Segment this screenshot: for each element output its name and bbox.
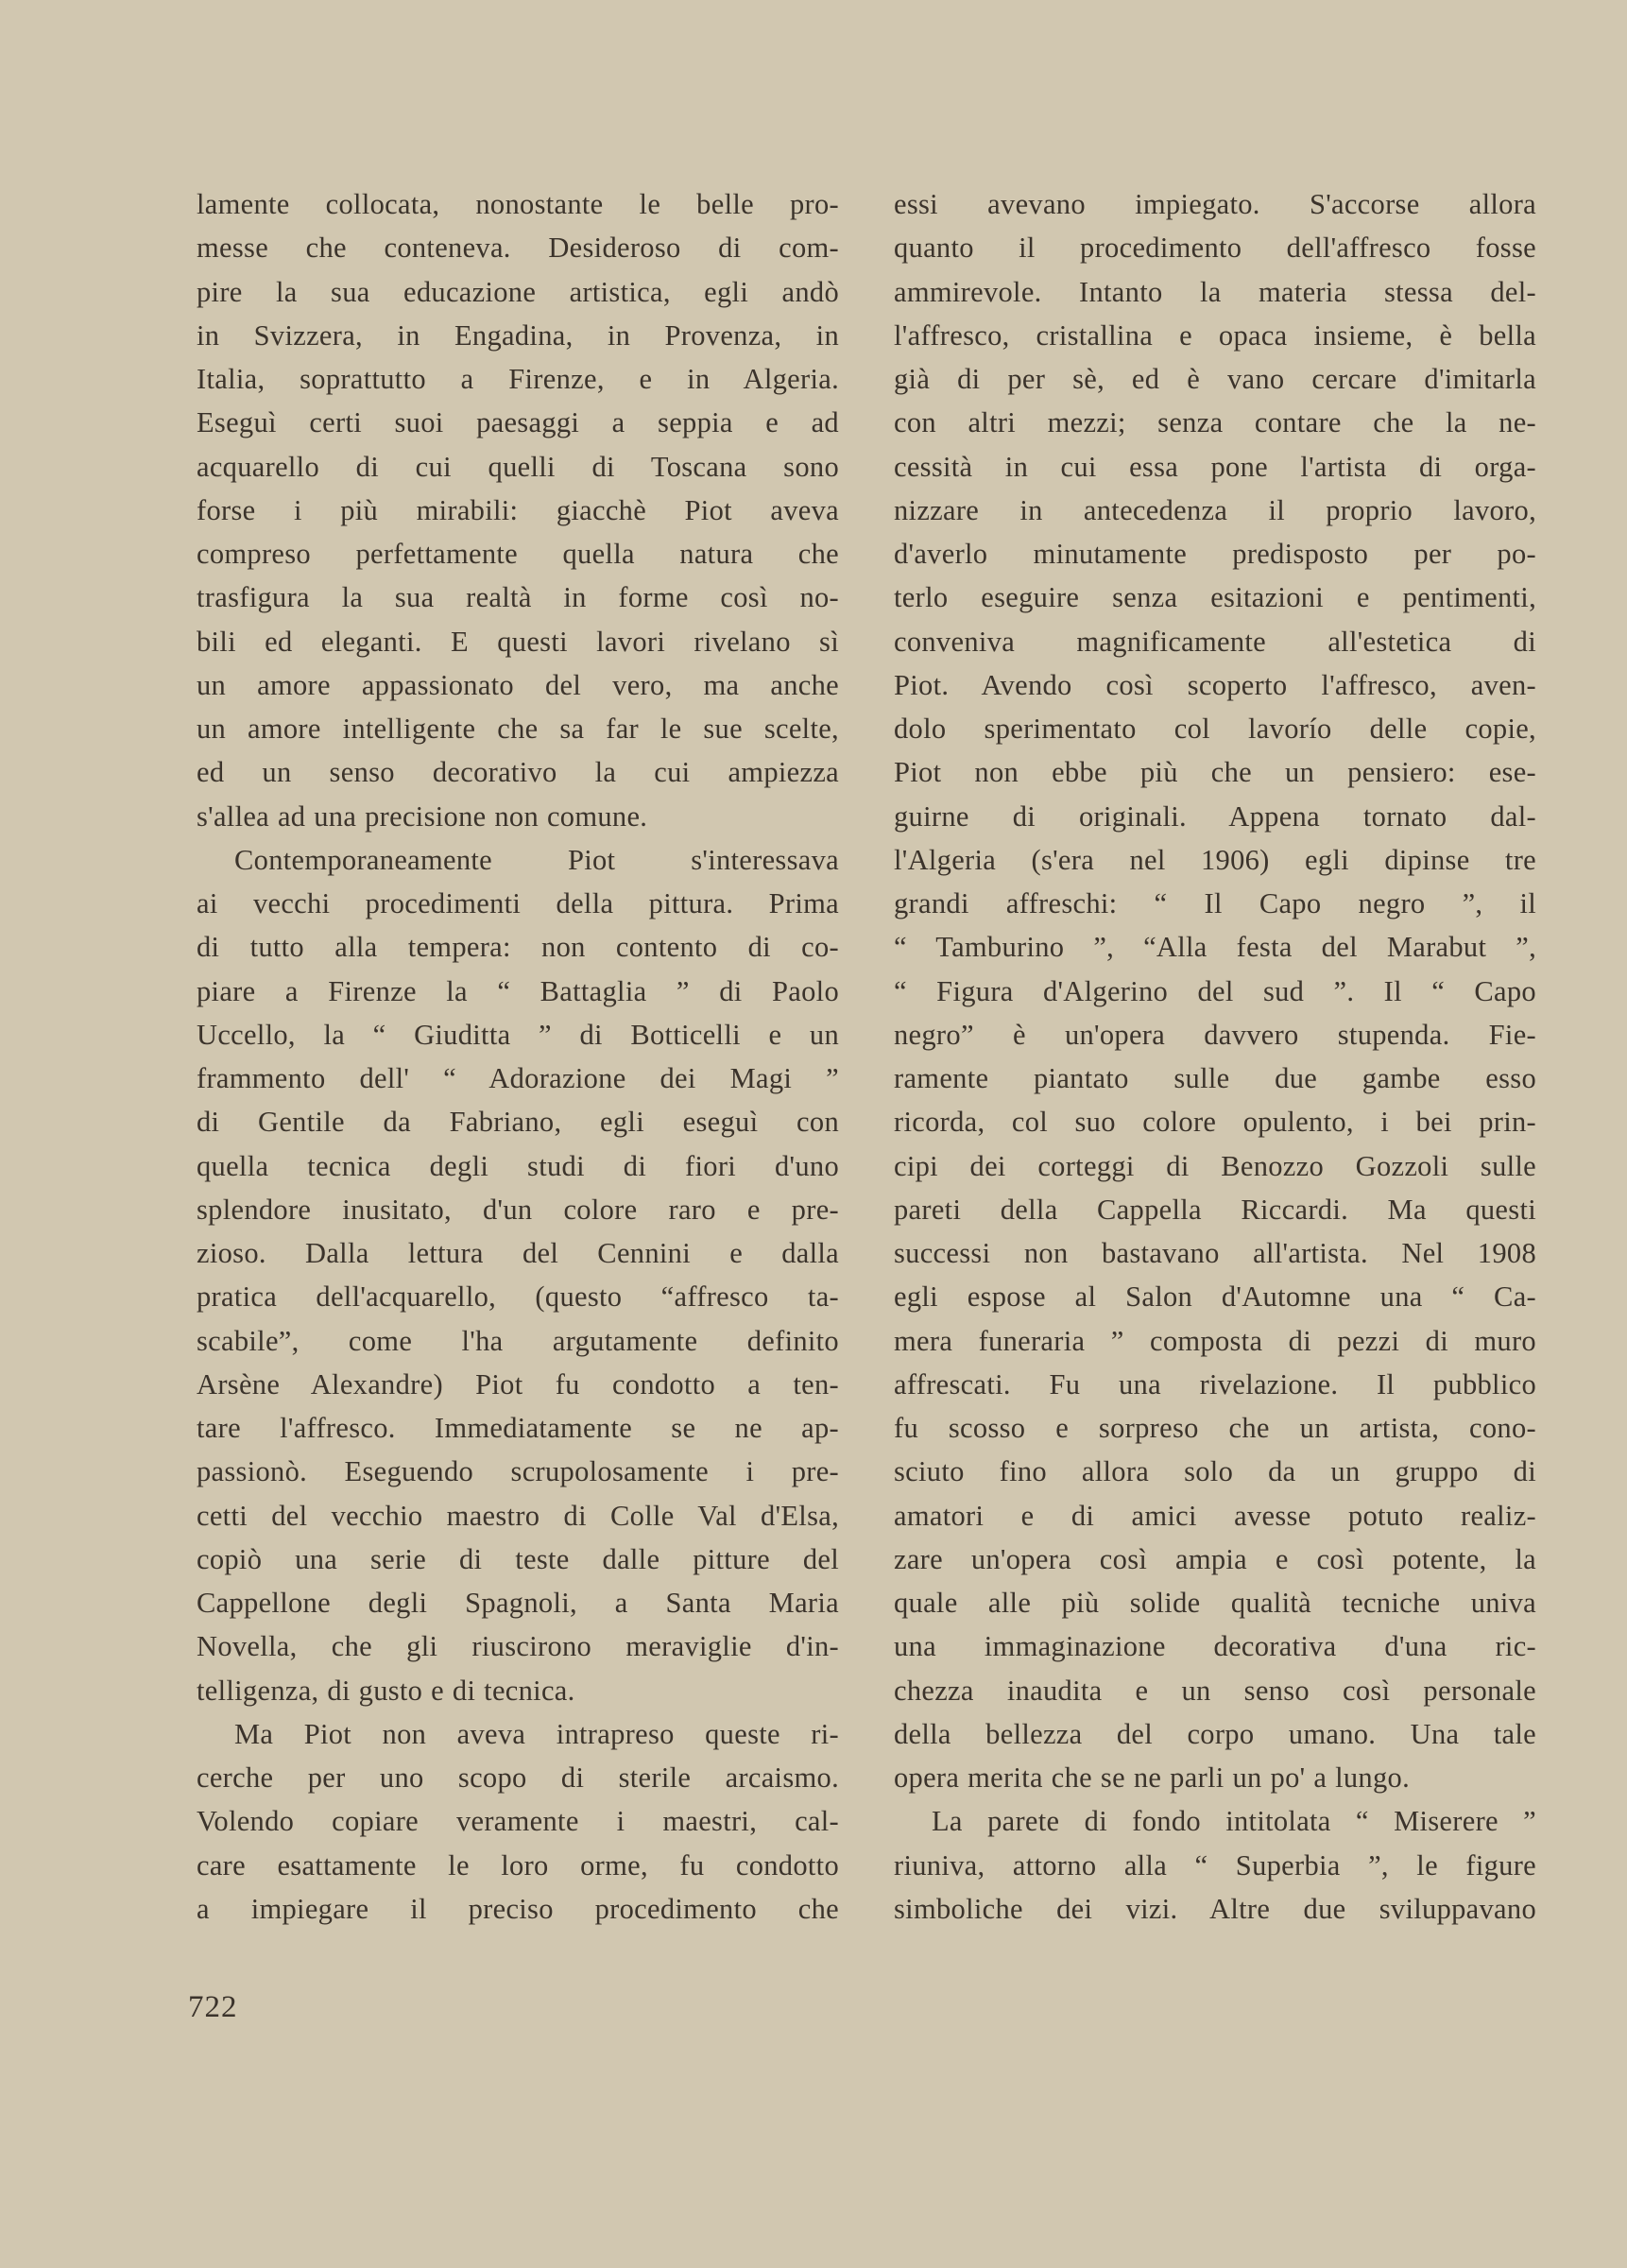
text-line: essi avevano impiegato. S'accorse allora: [894, 188, 1536, 220]
text-line: d'averlo minutamente predisposto per po-: [894, 538, 1536, 570]
text-line: cetti del vecchio maestro di Colle Val d'Elsa,: [197, 1499, 839, 1532]
text-line: già di per sè, ed è vano cercare d'imitarla: [894, 363, 1536, 395]
text-line: ammirevole. Intanto la materia stessa del-: [894, 275, 1536, 308]
text-line: zare un'opera così ampia e così potente, la: [894, 1542, 1536, 1575]
text-line: care esattamente le loro orme, fu condotto: [197, 1848, 839, 1881]
text-line: La parete di fondo intitolata “ Miserere ”: [932, 1805, 1536, 1838]
text-line: Volendo copiare veramente i maestri, cal-: [197, 1805, 839, 1838]
text-line: mera funeraria ” composta di pezzi di muro: [894, 1324, 1536, 1357]
text-line: quella tecnica degli studi di fiori d'uno: [197, 1149, 839, 1182]
text-line: grandi affreschi: “ Il Capo negro ”, il: [894, 887, 1536, 919]
text-line: Uccello, la “ Giuditta ” di Botticelli e un: [197, 1018, 839, 1051]
text-line: una immaginazione decorativa d'una ric-: [894, 1630, 1536, 1663]
text-line: Piot. Avendo così scoperto l'affresco, aven-: [894, 668, 1536, 701]
text-line: terlo eseguire senza esitazioni e pentimenti,: [894, 581, 1536, 614]
text-line: scabile”, come l'ha argutamente definito: [197, 1324, 839, 1357]
text-line: acquarello di cui quelli di Toscana sono: [197, 450, 839, 483]
text-line: nizzare in antecedenza il proprio lavoro,: [894, 493, 1536, 526]
text-line: pratica dell'acquarello, (questo “affresco ta-: [197, 1280, 839, 1314]
text-line: guirne di originali. Appena tornato dal-: [894, 799, 1536, 833]
text-line: compreso perfettamente quella natura che: [197, 538, 839, 570]
text-line: affrescati. Fu una rivelazione. Il pubblico: [894, 1367, 1536, 1400]
text-line: Piot non ebbe più che un pensiero: ese-: [894, 756, 1536, 789]
text-line: messe che conteneva. Desideroso di com-: [197, 232, 839, 265]
text-line: ai vecchi procedimenti della pittura. Prima: [197, 887, 839, 919]
text-line: l'affresco, cristallina e opaca insieme, è bella: [894, 318, 1536, 352]
text-line: frammento dell' “ Adorazione dei Magi ”: [197, 1062, 839, 1094]
text-line: forse i più mirabili: giacchè Piot aveva: [197, 493, 839, 526]
text-line: bili ed eleganti. E questi lavori rivelano sì: [197, 625, 839, 658]
text-line: Arsène Alexandre) Piot fu condotto a ten-: [197, 1367, 839, 1400]
text-line: trasfigura la sua realtà in forme così no-: [197, 581, 839, 614]
text-line: ramente piantato sulle due gambe esso: [894, 1062, 1536, 1094]
text-line: piare a Firenze la “ Battaglia ” di Paolo: [197, 974, 839, 1007]
page-number: 722: [188, 1990, 238, 2024]
text-line: di tutto alla tempera: non contento di co-: [197, 931, 839, 964]
text-line: tare l'affresco. Immediatamente se ne ap-: [197, 1412, 839, 1444]
text-line: sciuto fino allora solo da un gruppo di: [894, 1455, 1536, 1488]
text-line: cerche per uno scopo di sterile arcaismo.: [197, 1761, 839, 1794]
text-line: un amore appassionato del vero, ma anche: [197, 668, 839, 701]
text-line: simboliche dei vizi. Altre due sviluppavano: [894, 1892, 1536, 1925]
text-line: cipi dei corteggi di Benozzo Gozzoli sulle: [894, 1149, 1536, 1182]
text-line: fu scosso e sorpreso che un artista, cono-: [894, 1412, 1536, 1444]
text-line: pire la sua educazione artistica, egli andò: [197, 275, 839, 308]
text-line: chezza inaudita e un senso così personale: [894, 1674, 1536, 1707]
text-line: “ Figura d'Algerino del sud ”. Il “ Capo: [894, 974, 1536, 1007]
text-line: amatori e di amici avesse potuto realiz-: [894, 1499, 1536, 1532]
text-line: ricorda, col suo colore opulento, i bei prin-: [894, 1106, 1536, 1139]
text-line: splendore inusitato, d'un colore raro e pre-: [197, 1193, 839, 1226]
text-line: “ Tamburino ”, “Alla festa del Marabut ”,: [894, 931, 1536, 964]
text-line: Cappellone degli Spagnoli, a Santa Maria: [197, 1587, 839, 1619]
text-line: Contemporaneamente Piot s'interessava: [234, 843, 839, 876]
text-line: della bellezza del corpo umano. Una tale: [894, 1717, 1536, 1750]
text-line: l'Algeria (s'era nel 1906) egli dipinse tre: [894, 843, 1536, 876]
text-line: con altri mezzi; senza contare che la ne-: [894, 406, 1536, 439]
text-line: egli espose al Salon d'Automne una “ Ca-: [894, 1280, 1536, 1314]
text-line: cessità in cui essa pone l'artista di orga-: [894, 450, 1536, 483]
text-line: un amore intelligente che sa far le sue scelte,: [197, 713, 839, 745]
text-line: successi non bastavano all'artista. Nel 1908: [894, 1237, 1536, 1269]
text-line: Eseguì certi suoi paesaggi a seppia e ad: [197, 406, 839, 439]
text-line: dolo sperimentato col lavorío delle copie,: [894, 713, 1536, 745]
text-line: passionò. Eseguendo scrupolosamente i pre-: [197, 1455, 839, 1488]
text-line: riuniva, attorno alla “ Superbia ”, le figure: [894, 1848, 1536, 1881]
text-line: quanto il procedimento dell'affresco fosse: [894, 232, 1536, 265]
text-line: lamente collocata, nonostante le belle pro-: [197, 188, 839, 220]
text-line: conveniva magnificamente all'estetica di: [894, 625, 1536, 658]
text-line: ed un senso decorativo la cui ampiezza: [197, 756, 839, 789]
text-line: copiò una serie di teste dalle pitture del: [197, 1542, 839, 1575]
text-line: Italia, soprattutto a Firenze, e in Algeria.: [197, 363, 839, 395]
text-line: Novella, che gli riuscirono meraviglie d'in-: [197, 1630, 839, 1663]
text-line: di Gentile da Fabriano, egli eseguì con: [197, 1106, 839, 1139]
left-text-column: [197, 182, 839, 1931]
text-line: quale alle più solide qualità tecniche univa: [894, 1587, 1536, 1619]
text-line: s'allea ad una precisione non comune.: [197, 799, 648, 833]
text-line: zioso. Dalla lettura del Cennini e dalla: [197, 1237, 839, 1269]
text-line: in Svizzera, in Engadina, in Provenza, in: [197, 318, 839, 352]
text-line: telligenza, di gusto e di tecnica.: [197, 1674, 575, 1707]
text-line: pareti della Cappella Riccardi. Ma questi: [894, 1193, 1536, 1226]
text-line: opera merita che se ne parli un po' a lungo.: [894, 1761, 1411, 1794]
text-line: a impiegare il preciso procedimento che: [197, 1892, 839, 1925]
text-line: negro” è un'opera davvero stupenda. Fie-: [894, 1018, 1536, 1051]
text-line: Ma Piot non aveva intrapreso queste ri-: [234, 1717, 839, 1750]
right-text-column: [894, 182, 1536, 1931]
